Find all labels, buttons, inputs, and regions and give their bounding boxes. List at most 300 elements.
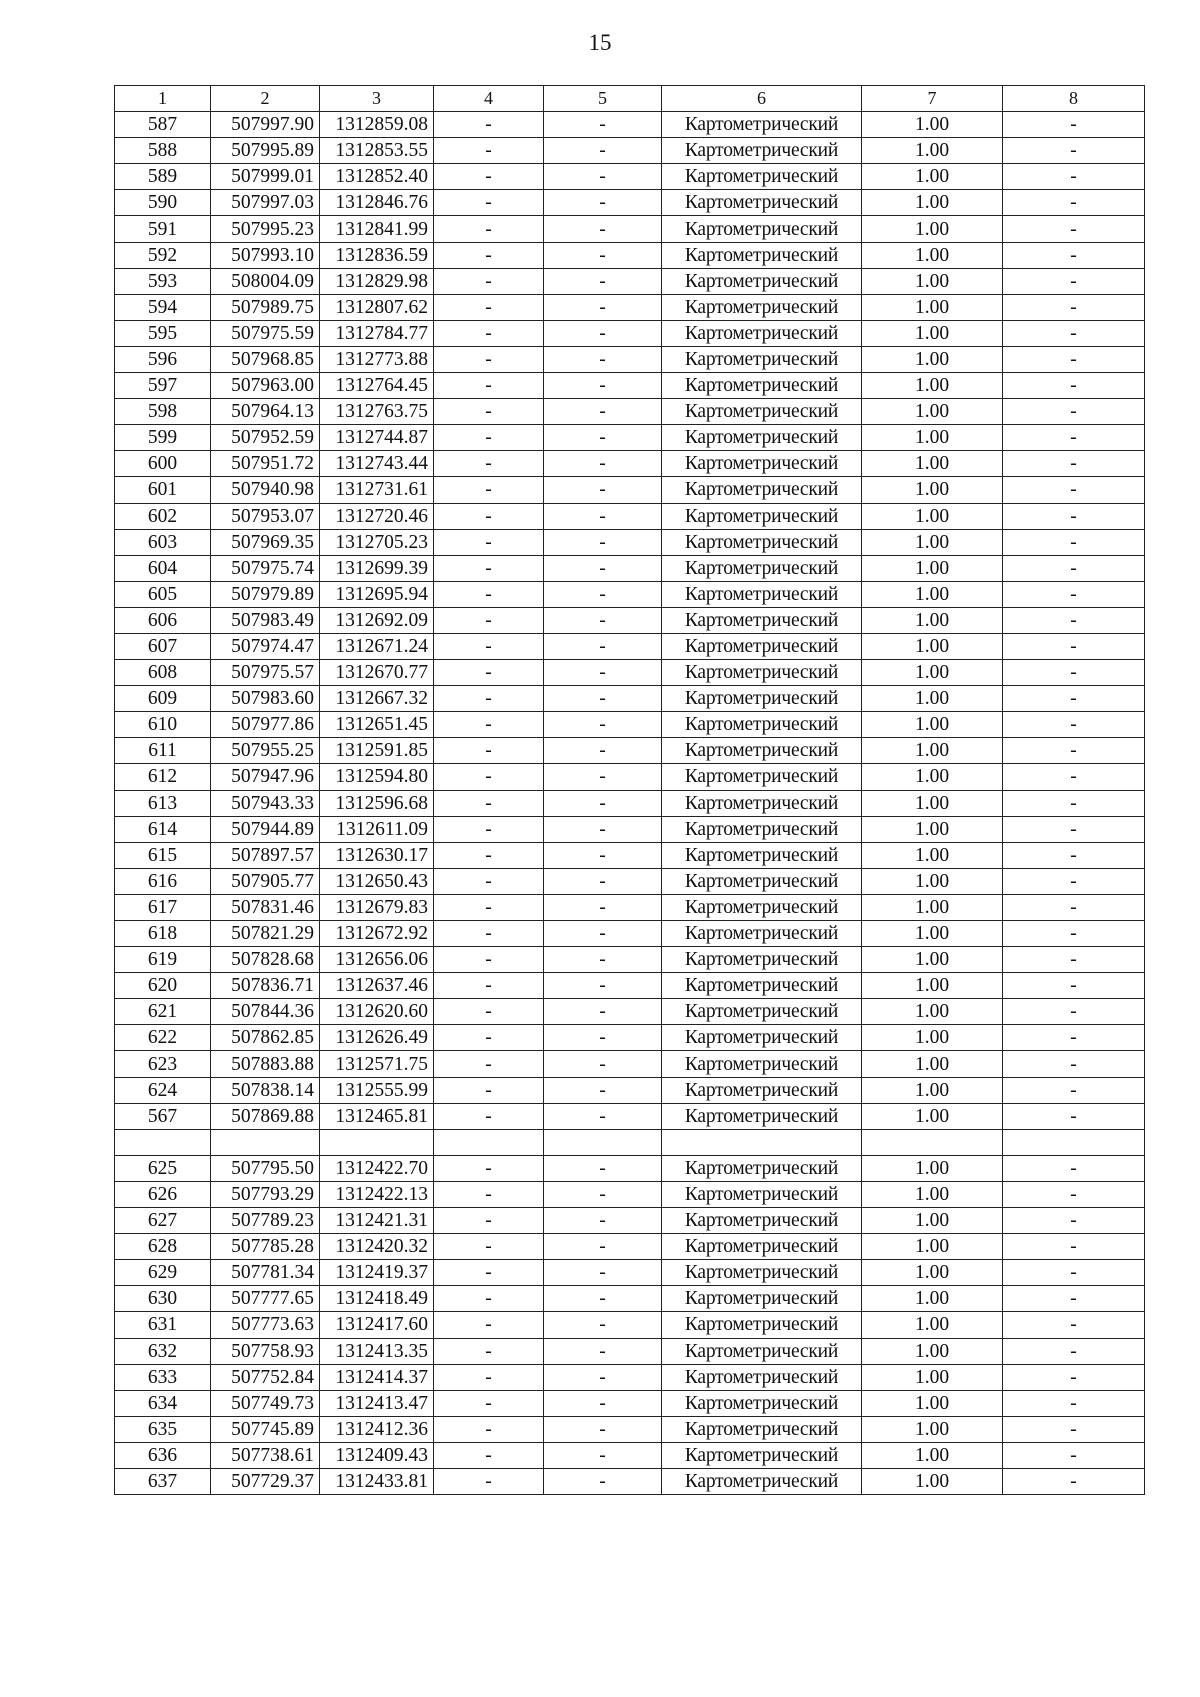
- cell-y-coordinate: 1312650.43: [320, 868, 434, 894]
- cell-col-8: -: [1003, 1442, 1145, 1468]
- cell-point-number: 629: [115, 1260, 211, 1286]
- cell-col-8: -: [1003, 686, 1145, 712]
- cell-point-number: 615: [115, 842, 211, 868]
- cell-y-coordinate: 1312420.32: [320, 1234, 434, 1260]
- cell-x-coordinate: 507781.34: [211, 1260, 320, 1286]
- cell-point-number: 611: [115, 738, 211, 764]
- cell-method: Картометрический: [662, 764, 862, 790]
- cell-col-8: -: [1003, 894, 1145, 920]
- cell-method: Картометрический: [662, 738, 862, 764]
- cell-accuracy: 1.00: [862, 346, 1003, 372]
- cell-accuracy: 1.00: [862, 1468, 1003, 1494]
- cell-col-8: -: [1003, 1312, 1145, 1338]
- cell-col-8: -: [1003, 633, 1145, 659]
- cell-point-number: 622: [115, 1025, 211, 1051]
- cell-y-coordinate: 1312656.06: [320, 947, 434, 973]
- cell-point-number: 614: [115, 816, 211, 842]
- cell-col-4: -: [434, 894, 544, 920]
- cell-col-5: -: [544, 686, 662, 712]
- cell-col-4: -: [434, 633, 544, 659]
- cell-col-5: -: [544, 1025, 662, 1051]
- cell-y-coordinate: 1312859.08: [320, 112, 434, 138]
- cell-col-4: [434, 1129, 544, 1155]
- cell-point-number: 631: [115, 1312, 211, 1338]
- cell-col-8: -: [1003, 451, 1145, 477]
- table-row: [115, 894, 1145, 920]
- cell-accuracy: 1.00: [862, 764, 1003, 790]
- cell-col-5: -: [544, 790, 662, 816]
- cell-x-coordinate: 507831.46: [211, 894, 320, 920]
- table-row: [115, 1025, 1145, 1051]
- cell-y-coordinate: 1312594.80: [320, 764, 434, 790]
- table-row: [115, 1390, 1145, 1416]
- table-row: [115, 1155, 1145, 1181]
- cell-col-8: -: [1003, 607, 1145, 633]
- cell-point-number: 589: [115, 164, 211, 190]
- cell-y-coordinate: 1312846.76: [320, 190, 434, 216]
- cell-point-number: 601: [115, 477, 211, 503]
- cell-method: Картометрический: [662, 842, 862, 868]
- cell-col-5: -: [544, 1155, 662, 1181]
- cell-accuracy: 1.00: [862, 921, 1003, 947]
- cell-col-4: -: [434, 164, 544, 190]
- cell-col-8: -: [1003, 555, 1145, 581]
- table-row: [115, 477, 1145, 503]
- cell-point-number: 600: [115, 451, 211, 477]
- cell-accuracy: 1.00: [862, 660, 1003, 686]
- cell-col-4: -: [434, 503, 544, 529]
- cell-col-8: -: [1003, 1234, 1145, 1260]
- cell-method: Картометрический: [662, 868, 862, 894]
- cell-col-4: -: [434, 973, 544, 999]
- cell-x-coordinate: 507997.03: [211, 190, 320, 216]
- cell-y-coordinate: 1312764.45: [320, 373, 434, 399]
- cell-col-4: -: [434, 660, 544, 686]
- cell-y-coordinate: 1312670.77: [320, 660, 434, 686]
- cell-col-4: -: [434, 1390, 544, 1416]
- cell-point-number: 598: [115, 399, 211, 425]
- cell-col-8: -: [1003, 138, 1145, 164]
- cell-method: Картометрический: [662, 607, 862, 633]
- cell-col-5: -: [544, 529, 662, 555]
- cell-accuracy: 1.00: [862, 555, 1003, 581]
- cell-col-8: -: [1003, 712, 1145, 738]
- cell-col-8: -: [1003, 190, 1145, 216]
- cell-y-coordinate: 1312773.88: [320, 346, 434, 372]
- coordinates-table: [114, 85, 1145, 1495]
- cell-col-8: -: [1003, 399, 1145, 425]
- cell-point-number: 637: [115, 1468, 211, 1494]
- cell-method: Картометрический: [662, 686, 862, 712]
- table-row: [115, 712, 1145, 738]
- cell-col-5: -: [544, 1260, 662, 1286]
- cell-col-4: -: [434, 1468, 544, 1494]
- cell-x-coordinate: 507975.59: [211, 320, 320, 346]
- cell-method: Картометрический: [662, 581, 862, 607]
- table-row: [115, 660, 1145, 686]
- cell-x-coordinate: 507975.74: [211, 555, 320, 581]
- cell-col-5: -: [544, 1338, 662, 1364]
- cell-col-8: -: [1003, 790, 1145, 816]
- cell-point-number: 587: [115, 112, 211, 138]
- cell-col-5: -: [544, 320, 662, 346]
- cell-col-4: -: [434, 555, 544, 581]
- cell-x-coordinate: 507944.89: [211, 816, 320, 842]
- cell-x-coordinate: 507953.07: [211, 503, 320, 529]
- cell-accuracy: 1.00: [862, 1442, 1003, 1468]
- cell-x-coordinate: 507995.89: [211, 138, 320, 164]
- cell-col-5: -: [544, 1234, 662, 1260]
- cell-y-coordinate: 1312744.87: [320, 425, 434, 451]
- table-row: [115, 1468, 1145, 1494]
- cell-col-8: -: [1003, 1077, 1145, 1103]
- cell-col-4: -: [434, 607, 544, 633]
- cell-col-5: -: [544, 1416, 662, 1442]
- cell-x-coordinate: 507844.36: [211, 999, 320, 1025]
- table-row: [115, 1312, 1145, 1338]
- table-row: [115, 503, 1145, 529]
- cell-accuracy: 1.00: [862, 1390, 1003, 1416]
- cell-accuracy: 1.00: [862, 1312, 1003, 1338]
- table-row: [115, 947, 1145, 973]
- cell-col-5: -: [544, 764, 662, 790]
- column-header-3: 3: [320, 86, 434, 112]
- cell-col-5: -: [544, 138, 662, 164]
- cell-point-number: 592: [115, 242, 211, 268]
- cell-method: Картометрический: [662, 1442, 862, 1468]
- cell-col-5: -: [544, 294, 662, 320]
- cell-col-4: -: [434, 764, 544, 790]
- cell-accuracy: 1.00: [862, 1103, 1003, 1129]
- cell-y-coordinate: 1312412.36: [320, 1416, 434, 1442]
- cell-point-number: 610: [115, 712, 211, 738]
- cell-x-coordinate: 507777.65: [211, 1286, 320, 1312]
- table-row: [115, 816, 1145, 842]
- cell-y-coordinate: 1312422.70: [320, 1155, 434, 1181]
- cell-x-coordinate: 507883.88: [211, 1051, 320, 1077]
- cell-method: Картометрический: [662, 477, 862, 503]
- cell-point-number: 607: [115, 633, 211, 659]
- table-row: [115, 399, 1145, 425]
- cell-x-coordinate: 507943.33: [211, 790, 320, 816]
- cell-col-8: -: [1003, 1468, 1145, 1494]
- cell-x-coordinate: 507963.00: [211, 373, 320, 399]
- cell-method: Картометрический: [662, 373, 862, 399]
- cell-x-coordinate: 507749.73: [211, 1390, 320, 1416]
- cell-point-number: 608: [115, 660, 211, 686]
- cell-accuracy: 1.00: [862, 1181, 1003, 1207]
- cell-x-coordinate: 507795.50: [211, 1155, 320, 1181]
- cell-col-5: -: [544, 112, 662, 138]
- cell-accuracy: 1.00: [862, 999, 1003, 1025]
- cell-col-4: -: [434, 999, 544, 1025]
- cell-method: Картометрический: [662, 190, 862, 216]
- cell-col-4: -: [434, 268, 544, 294]
- cell-col-8: -: [1003, 373, 1145, 399]
- cell-col-4: -: [434, 373, 544, 399]
- cell-col-5: -: [544, 973, 662, 999]
- cell-col-4: -: [434, 346, 544, 372]
- cell-y-coordinate: 1312672.92: [320, 921, 434, 947]
- table-row: [115, 1442, 1145, 1468]
- table-row: [115, 842, 1145, 868]
- cell-accuracy: 1.00: [862, 451, 1003, 477]
- table-row: [115, 164, 1145, 190]
- column-header-1: 1: [115, 86, 211, 112]
- table-row: [115, 555, 1145, 581]
- cell-x-coordinate: 507940.98: [211, 477, 320, 503]
- cell-y-coordinate: 1312611.09: [320, 816, 434, 842]
- cell-col-8: -: [1003, 660, 1145, 686]
- cell-col-5: -: [544, 1103, 662, 1129]
- cell-y-coordinate: 1312853.55: [320, 138, 434, 164]
- cell-col-4: -: [434, 112, 544, 138]
- cell-col-4: -: [434, 921, 544, 947]
- cell-col-4: -: [434, 529, 544, 555]
- table-row: [115, 1077, 1145, 1103]
- cell-method: Картометрический: [662, 1155, 862, 1181]
- cell-x-coordinate: 507983.49: [211, 607, 320, 633]
- cell-point-number: 630: [115, 1286, 211, 1312]
- cell-accuracy: 1.00: [862, 686, 1003, 712]
- table-row: [115, 1208, 1145, 1234]
- cell-col-8: -: [1003, 346, 1145, 372]
- cell-col-4: -: [434, 425, 544, 451]
- cell-x-coordinate: 507738.61: [211, 1442, 320, 1468]
- cell-accuracy: 1.00: [862, 425, 1003, 451]
- cell-col-4: -: [434, 1181, 544, 1207]
- cell-col-4: -: [434, 790, 544, 816]
- table-row: [115, 268, 1145, 294]
- cell-y-coordinate: 1312626.49: [320, 1025, 434, 1051]
- cell-y-coordinate: 1312651.45: [320, 712, 434, 738]
- cell-method: Картометрический: [662, 1364, 862, 1390]
- cell-col-5: -: [544, 1286, 662, 1312]
- cell-method: Картометрический: [662, 660, 862, 686]
- cell-col-5: [544, 1129, 662, 1155]
- cell-accuracy: 1.00: [862, 581, 1003, 607]
- table-row: [115, 581, 1145, 607]
- cell-method: Картометрический: [662, 216, 862, 242]
- cell-x-coordinate: 507897.57: [211, 842, 320, 868]
- cell-col-5: -: [544, 581, 662, 607]
- cell-col-5: -: [544, 373, 662, 399]
- cell-col-4: -: [434, 738, 544, 764]
- cell-y-coordinate: 1312571.75: [320, 1051, 434, 1077]
- cell-method: Картометрический: [662, 1312, 862, 1338]
- cell-col-4: -: [434, 1155, 544, 1181]
- cell-col-8: -: [1003, 1103, 1145, 1129]
- cell-col-8: -: [1003, 1208, 1145, 1234]
- cell-point-number: 636: [115, 1442, 211, 1468]
- cell-col-4: -: [434, 1208, 544, 1234]
- cell-col-5: -: [544, 268, 662, 294]
- cell-x-coordinate: 507836.71: [211, 973, 320, 999]
- table-row: [115, 216, 1145, 242]
- cell-accuracy: 1.00: [862, 112, 1003, 138]
- cell-col-4: -: [434, 1051, 544, 1077]
- cell-accuracy: 1.00: [862, 633, 1003, 659]
- cell-col-4: -: [434, 868, 544, 894]
- cell-accuracy: 1.00: [862, 1260, 1003, 1286]
- cell-accuracy: 1.00: [862, 190, 1003, 216]
- cell-y-coordinate: 1312433.81: [320, 1468, 434, 1494]
- cell-y-coordinate: 1312667.32: [320, 686, 434, 712]
- page-number: 15: [588, 30, 612, 55]
- cell-accuracy: 1.00: [862, 320, 1003, 346]
- cell-method: Картометрический: [662, 346, 862, 372]
- cell-accuracy: 1.00: [862, 1338, 1003, 1364]
- table-row: [115, 529, 1145, 555]
- cell-y-coordinate: 1312409.43: [320, 1442, 434, 1468]
- cell-point-number: 623: [115, 1051, 211, 1077]
- cell-point-number: 596: [115, 346, 211, 372]
- cell-col-8: -: [1003, 268, 1145, 294]
- cell-point-number: 624: [115, 1077, 211, 1103]
- table-row: [115, 738, 1145, 764]
- cell-method: Картометрический: [662, 268, 862, 294]
- cell-y-coordinate: 1312413.47: [320, 1390, 434, 1416]
- cell-col-5: -: [544, 216, 662, 242]
- table-header-row: [115, 86, 1145, 112]
- cell-x-coordinate: 507951.72: [211, 451, 320, 477]
- cell-accuracy: 1.00: [862, 1416, 1003, 1442]
- cell-x-coordinate: 507974.47: [211, 633, 320, 659]
- cell-accuracy: 1.00: [862, 242, 1003, 268]
- cell-accuracy: 1.00: [862, 842, 1003, 868]
- cell-accuracy: 1.00: [862, 1077, 1003, 1103]
- cell-x-coordinate: 507993.10: [211, 242, 320, 268]
- cell-point-number: 612: [115, 764, 211, 790]
- cell-method: Картометрический: [662, 1390, 862, 1416]
- cell-method: Картометрический: [662, 1338, 862, 1364]
- cell-method: Картометрический: [662, 712, 862, 738]
- cell-point-number: 605: [115, 581, 211, 607]
- column-header-6: 6: [662, 86, 862, 112]
- cell-col-4: -: [434, 842, 544, 868]
- cell-col-8: -: [1003, 999, 1145, 1025]
- cell-col-4: -: [434, 1312, 544, 1338]
- cell-accuracy: 1.00: [862, 1286, 1003, 1312]
- cell-col-5: -: [544, 346, 662, 372]
- cell-y-coordinate: 1312671.24: [320, 633, 434, 659]
- cell-col-4: -: [434, 1442, 544, 1468]
- cell-col-4: -: [434, 1338, 544, 1364]
- cell-col-8: -: [1003, 294, 1145, 320]
- cell-y-coordinate: 1312720.46: [320, 503, 434, 529]
- cell-accuracy: 1.00: [862, 138, 1003, 164]
- table-row: [115, 790, 1145, 816]
- column-header-5: 5: [544, 86, 662, 112]
- cell-x-coordinate: 507952.59: [211, 425, 320, 451]
- cell-col-8: [1003, 1129, 1145, 1155]
- cell-col-8: -: [1003, 581, 1145, 607]
- cell-col-5: -: [544, 451, 662, 477]
- cell-col-4: -: [434, 242, 544, 268]
- cell-col-5: -: [544, 1181, 662, 1207]
- cell-col-5: -: [544, 1077, 662, 1103]
- cell-point-number: 625: [115, 1155, 211, 1181]
- cell-col-5: -: [544, 1364, 662, 1390]
- cell-x-coordinate: 507729.37: [211, 1468, 320, 1494]
- cell-y-coordinate: 1312465.81: [320, 1103, 434, 1129]
- cell-y-coordinate: 1312836.59: [320, 242, 434, 268]
- table-row: [115, 373, 1145, 399]
- cell-point-number: 599: [115, 425, 211, 451]
- cell-method: Картометрический: [662, 320, 862, 346]
- cell-point-number: 604: [115, 555, 211, 581]
- cell-point-number: 633: [115, 1364, 211, 1390]
- cell-col-4: -: [434, 216, 544, 242]
- cell-x-coordinate: 507995.23: [211, 216, 320, 242]
- cell-point-number: 606: [115, 607, 211, 633]
- cell-y-coordinate: 1312591.85: [320, 738, 434, 764]
- column-header-2: 2: [211, 86, 320, 112]
- cell-point-number: 590: [115, 190, 211, 216]
- table-row: [115, 1416, 1145, 1442]
- cell-col-5: -: [544, 1442, 662, 1468]
- cell-accuracy: 1.00: [862, 373, 1003, 399]
- cell-col-5: -: [544, 633, 662, 659]
- cell-col-8: -: [1003, 973, 1145, 999]
- cell-point-number: 617: [115, 894, 211, 920]
- cell-col-8: -: [1003, 1155, 1145, 1181]
- cell-point-number: 616: [115, 868, 211, 894]
- cell-col-8: -: [1003, 1025, 1145, 1051]
- cell-method: Картометрический: [662, 816, 862, 842]
- cell-y-coordinate: 1312852.40: [320, 164, 434, 190]
- cell-point-number: [115, 1129, 211, 1155]
- cell-x-coordinate: 507964.13: [211, 399, 320, 425]
- table-row: [115, 242, 1145, 268]
- cell-method: Картометрический: [662, 1181, 862, 1207]
- cell-accuracy: [862, 1129, 1003, 1155]
- cell-col-8: -: [1003, 1286, 1145, 1312]
- cell-col-4: -: [434, 294, 544, 320]
- table-row: [115, 999, 1145, 1025]
- cell-col-5: -: [544, 190, 662, 216]
- cell-col-4: -: [434, 1234, 544, 1260]
- cell-col-5: -: [544, 1468, 662, 1494]
- cell-method: Картометрический: [662, 399, 862, 425]
- cell-y-coordinate: 1312418.49: [320, 1286, 434, 1312]
- cell-col-4: -: [434, 451, 544, 477]
- column-header-7: 7: [862, 86, 1003, 112]
- cell-point-number: 627: [115, 1208, 211, 1234]
- cell-y-coordinate: 1312596.68: [320, 790, 434, 816]
- cell-x-coordinate: 507789.23: [211, 1208, 320, 1234]
- cell-col-8: -: [1003, 529, 1145, 555]
- cell-col-8: -: [1003, 164, 1145, 190]
- cell-y-coordinate: 1312679.83: [320, 894, 434, 920]
- cell-col-8: -: [1003, 738, 1145, 764]
- table-row: [115, 868, 1145, 894]
- column-header-4: 4: [434, 86, 544, 112]
- cell-method: Картометрический: [662, 790, 862, 816]
- cell-x-coordinate: 507947.96: [211, 764, 320, 790]
- table-row: [115, 764, 1145, 790]
- cell-method: Картометрический: [662, 947, 862, 973]
- table-row: [115, 320, 1145, 346]
- cell-accuracy: 1.00: [862, 529, 1003, 555]
- cell-accuracy: 1.00: [862, 1208, 1003, 1234]
- cell-point-number: 603: [115, 529, 211, 555]
- cell-point-number: 626: [115, 1181, 211, 1207]
- cell-accuracy: 1.00: [862, 1364, 1003, 1390]
- cell-col-5: -: [544, 164, 662, 190]
- cell-col-4: -: [434, 1103, 544, 1129]
- cell-x-coordinate: 507997.90: [211, 112, 320, 138]
